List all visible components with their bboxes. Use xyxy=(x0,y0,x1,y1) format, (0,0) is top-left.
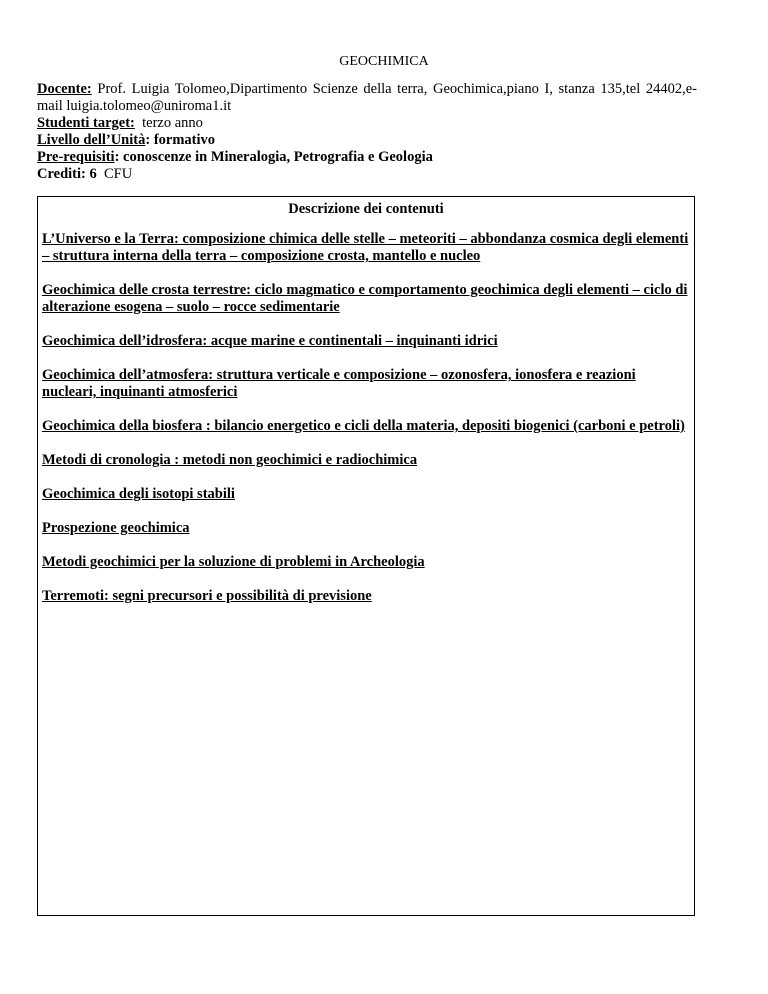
course-info xyxy=(37,81,697,183)
prerequisiti-value: : conoscenze in Mineralogia, Petrografia e Geologia xyxy=(114,149,433,165)
docente-line xyxy=(37,81,697,115)
docente-value: Prof. Luigia Tolomeo,Dipartimento Scienze della terra, Geochimica,piano I, stanza 135,tel 24402,e-mail luigia.tolomeo@uniroma1.it xyxy=(37,81,698,114)
docente-label: Docente: xyxy=(37,81,92,97)
contents-box xyxy=(37,196,695,916)
prerequisiti-line xyxy=(37,149,697,166)
page-title: GEOCHIMICA xyxy=(339,54,429,69)
crediti-label: Crediti: 6 xyxy=(37,166,97,182)
studenti-line xyxy=(37,115,697,132)
livello-label: Livello dell’Unità xyxy=(37,132,146,148)
content-item: Geochimica delle crosta terrestre: ciclo magmatico e comportamento geochimica degli elementi – ciclo di alterazione esogena – suolo – rocce sedimentarie xyxy=(42,282,688,315)
contents-heading: Descrizione dei contenuti xyxy=(288,201,444,217)
content-item: Prospezione geochimica xyxy=(42,520,190,536)
content-item: Geochimica dell’idrosfera: acque marine e continentali – inquinanti idrici xyxy=(42,333,498,349)
content-item: Geochimica dell’atmosfera: struttura verticale e composizione – ozonosfera, ionosfera e reazioni nucleari, inquinanti atmosferici xyxy=(42,367,636,400)
content-item: L’Universo e la Terra: composizione chimica delle stelle – meteoriti – abbondanza cosmica degli elementi – struttura interna della terra – composizione crosta, mantello e nucleo xyxy=(42,231,689,264)
contents-list xyxy=(42,231,692,622)
livello-value: : formativo xyxy=(145,132,216,148)
content-item: Geochimica della biosfera : bilancio energetico e cicli della materia, depositi biogenici (carboni e petroli) xyxy=(42,418,685,434)
content-item: Metodi geochimici per la soluzione di problemi in Archeologia xyxy=(42,554,425,570)
studenti-value: terzo anno xyxy=(142,115,203,131)
prerequisiti-label: Pre-requisiti xyxy=(37,149,115,165)
content-item: Geochimica degli isotopi stabili xyxy=(42,486,235,502)
livello-line xyxy=(37,132,697,149)
crediti-value: CFU xyxy=(104,166,133,182)
content-item: Terremoti: segni precursori e possibilità di previsione xyxy=(42,588,372,604)
content-item: Metodi di cronologia : metodi non geochimici e radiochimica xyxy=(42,452,418,468)
crediti-line xyxy=(37,166,697,183)
studenti-label: Studenti target: xyxy=(37,115,135,131)
